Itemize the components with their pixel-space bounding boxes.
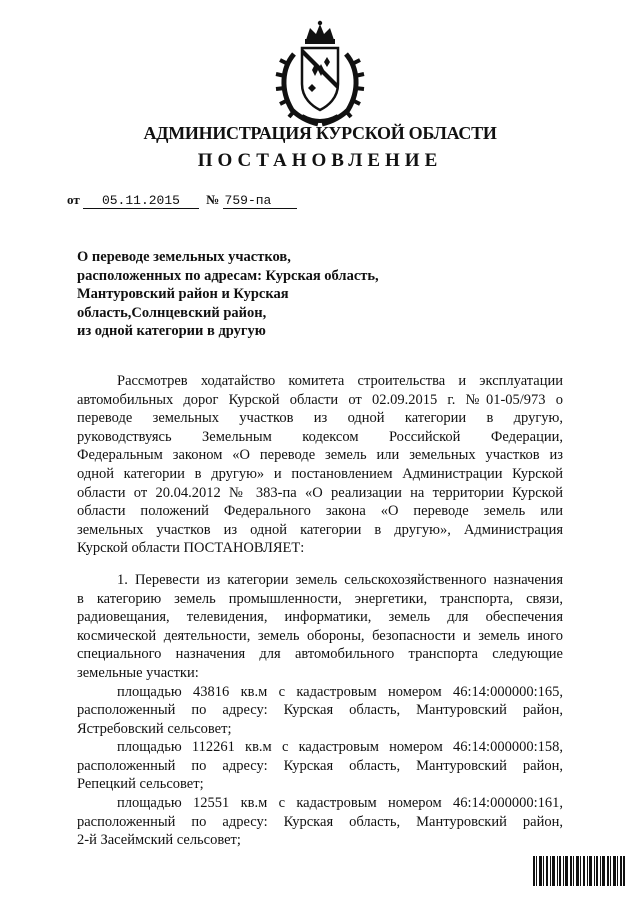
preamble-line: Курской области ПОСТАНОВЛЯЕТ: — [77, 540, 305, 557]
preamble-line: руководствуясь Земельным кодексом Российской Федерации, — [77, 428, 563, 445]
clause-line: Репецкий сельсовет; — [77, 776, 204, 793]
subject-line: из одной категории в другую — [77, 323, 266, 339]
document-date-number — [67, 192, 297, 209]
document-subject — [77, 248, 379, 341]
preamble-line: области положений Федерального закона «О переводе земель или — [77, 503, 563, 520]
clause-line: 1. Перевести из категории земель сельскохозяйственного назначения — [117, 571, 563, 588]
date-label: от — [67, 192, 80, 207]
clause-line: расположенный по адресу: Курская область, Мантуровский район, — [77, 702, 563, 719]
clause-line: площадью 12551 кв.м с кадастровым номером 46:14:000000:161, — [117, 795, 563, 812]
number-label: № — [206, 192, 220, 207]
subject-line: область,Солнцевский район, — [77, 304, 267, 321]
preamble-line: Федеральным законом «О переводе земель или земельных участков из — [77, 447, 563, 464]
subject-line: О переводе земельных участков, — [77, 249, 291, 265]
clause-line: расположенный по адресу: Курская область, Мантуровский район, — [77, 757, 563, 774]
clause-line: площадью 112261 кв.м с кадастровым номером 46:14:000000:158, — [117, 739, 563, 756]
clause-line: земельные участки: — [77, 664, 199, 681]
clause-line: специального назначения для автомобильного транспорта следующие — [77, 646, 563, 663]
preamble-line: земельных участков из одной категории в другую», Администрация — [77, 521, 563, 538]
document-type-title: ПОСТАНОВЛЕНИЕ — [197, 150, 443, 171]
coat-of-arms-emblem — [272, 18, 368, 128]
preamble-line: автомобильных дорог Курской области от 02.09.2015 г. №01-05/973 о — [77, 391, 563, 408]
document-date: 05.11.2015 — [83, 193, 199, 209]
preamble-line: Рассмотрев ходатайство комитета строительства и эксплуатации — [117, 373, 563, 389]
document-body — [77, 372, 563, 850]
clause-line: расположенный по адресу: Курская область, Мантуровский район, — [77, 813, 563, 830]
clause-line: космической деятельности, земель обороны, безопасности и земель иного — [77, 627, 563, 644]
subject-line: расположенных по адресам: Курская область, — [77, 267, 379, 284]
preamble-line: одной категории в другую» и постановлением Администрации Курской — [77, 465, 563, 482]
clause-line: площадью 43816 кв.м с кадастровым номером 46:14:000000:165, — [117, 683, 563, 700]
preamble-line: переводе земельных участков из одной категории в другую, — [77, 410, 563, 427]
preamble-line: области от 20.04.2012 № 383-па «О реализации на территории Курской — [77, 484, 563, 501]
clause-line: 2-й Засеймский сельсовет; — [77, 832, 241, 849]
organization-title: АДМИНИСТРАЦИЯ КУРСКОЙ ОБЛАСТИ — [143, 123, 497, 143]
clause-line: Ястребовский сельсовет; — [77, 720, 232, 737]
document-number: 759-па — [223, 193, 297, 209]
clause-line: в категорию земель промышленности, энергетики, транспорта, связи, — [77, 590, 563, 607]
barcode-image — [533, 856, 625, 886]
clause-line: радиовещания, телевидения, информатики, земель для обеспечения — [77, 609, 563, 626]
subject-line: Мантуровский район и Курская — [77, 286, 289, 302]
